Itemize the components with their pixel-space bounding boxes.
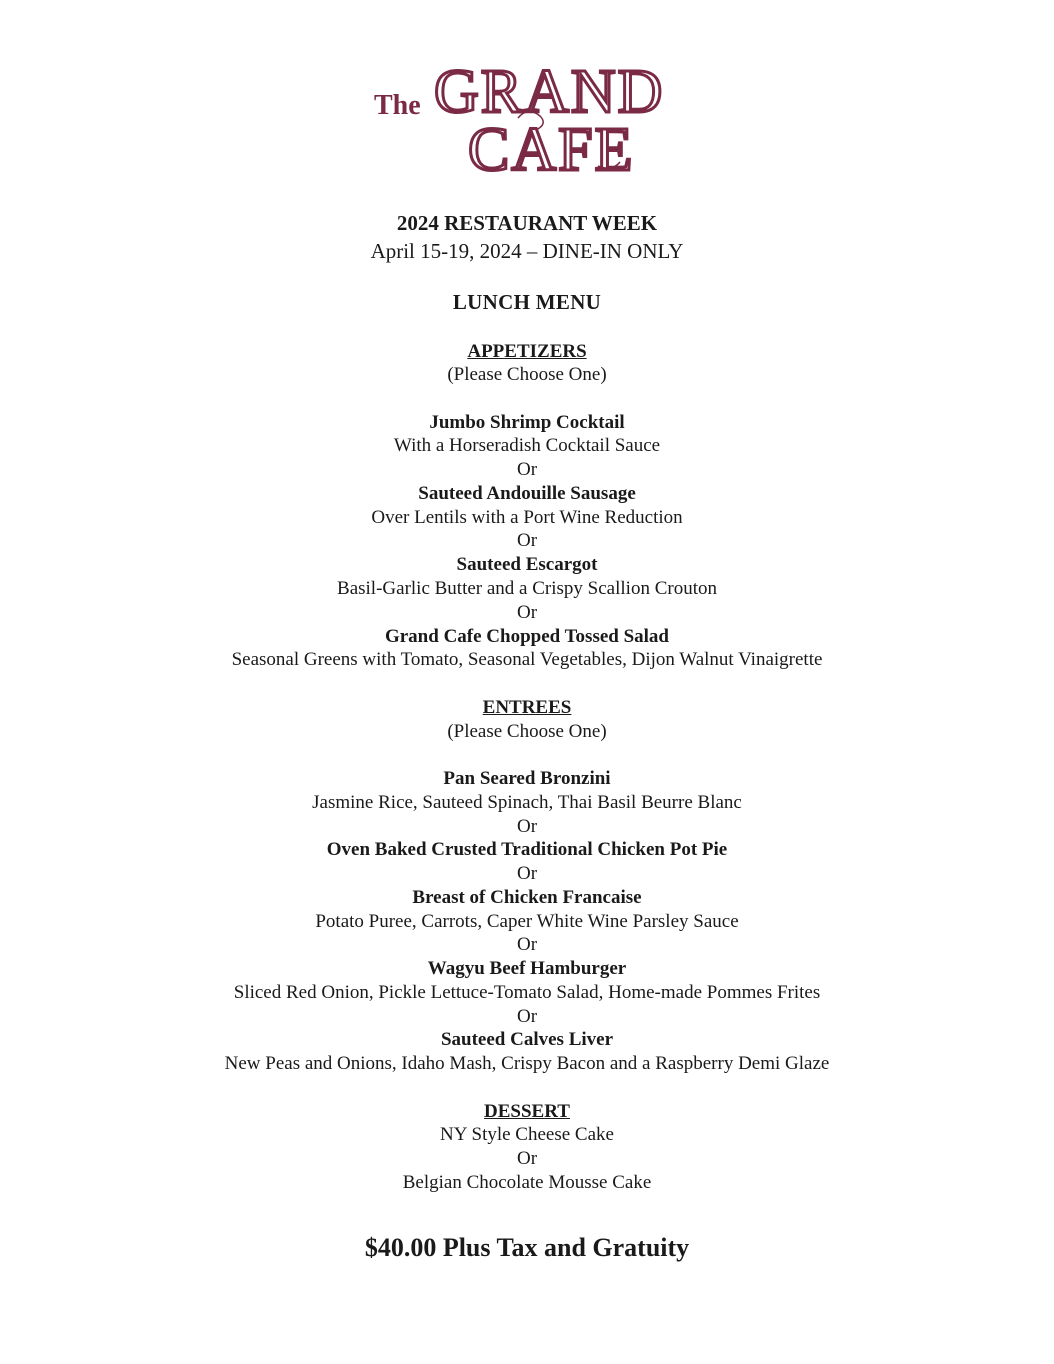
appetizer-name: Sauteed Andouille Sausage bbox=[418, 483, 636, 504]
entree-desc: Jasmine Rice, Sauteed Spinach, Thai Basil Beurre Blanc bbox=[312, 792, 742, 813]
or-separator: Or bbox=[516, 602, 538, 623]
svg-text:GRAND: GRAND bbox=[434, 58, 665, 126]
entree-name: Oven Baked Crusted Traditional Chicken Pot Pie bbox=[326, 839, 728, 860]
entree-name: Pan Seared Bronzini bbox=[443, 768, 611, 789]
svg-text:CAFE: CAFE bbox=[468, 116, 635, 178]
event-title: 2024 RESTAURANT WEEK bbox=[396, 211, 658, 235]
or-separator: Or bbox=[516, 459, 538, 480]
appetizer-desc: Basil-Garlic Butter and a Crispy Scallion Crouton bbox=[337, 578, 717, 599]
entree-name: Breast of Chicken Francaise bbox=[412, 887, 642, 908]
entrees-instruction: (Please Choose One) bbox=[447, 721, 607, 742]
appetizer-desc: With a Horseradish Cocktail Sauce bbox=[393, 435, 661, 456]
appetizer-name: Grand Cafe Chopped Tossed Salad bbox=[384, 626, 670, 647]
menu-title: LUNCH MENU bbox=[452, 290, 602, 314]
dessert-item: Belgian Chocolate Mousse Cake bbox=[402, 1172, 652, 1193]
dessert-heading: DESSERT bbox=[484, 1101, 570, 1122]
dessert-item: NY Style Cheese Cake bbox=[440, 1124, 614, 1145]
appetizers-heading: APPETIZERS bbox=[467, 341, 587, 362]
entree-desc: Sliced Red Onion, Pickle Lettuce-Tomato Salad, Home-made Pommes Frites bbox=[233, 982, 821, 1003]
entree-name: Wagyu Beef Hamburger bbox=[427, 958, 627, 979]
appetizer-desc: Seasonal Greens with Tomato, Seasonal Vegetables, Dijon Walnut Vinaigrette bbox=[231, 649, 823, 670]
appetizer-desc: Over Lentils with a Port Wine Reduction bbox=[371, 507, 683, 528]
event-dates: April 15-19, 2024 – DINE-IN ONLY bbox=[370, 239, 684, 263]
or-separator: Or bbox=[516, 934, 538, 955]
svg-text:The: The bbox=[374, 90, 421, 121]
grand-cafe-logo bbox=[368, 58, 688, 178]
or-separator: Or bbox=[516, 863, 538, 884]
appetizer-name: Sauteed Escargot bbox=[456, 554, 598, 575]
entree-desc: Potato Puree, Carrots, Caper White Wine Parsley Sauce bbox=[315, 911, 739, 932]
or-separator: Or bbox=[516, 1148, 538, 1169]
entree-name: Sauteed Calves Liver bbox=[440, 1029, 614, 1050]
appetizer-name: Jumbo Shrimp Cocktail bbox=[429, 412, 625, 433]
or-separator: Or bbox=[516, 816, 538, 837]
entree-desc: New Peas and Onions, Idaho Mash, Crispy Bacon and a Raspberry Demi Glaze bbox=[224, 1053, 830, 1074]
appetizers-instruction: (Please Choose One) bbox=[447, 364, 607, 385]
entrees-heading: ENTREES bbox=[482, 697, 572, 718]
or-separator: Or bbox=[516, 530, 538, 551]
price: $40.00 Plus Tax and Gratuity bbox=[364, 1233, 690, 1262]
or-separator: Or bbox=[516, 1006, 538, 1027]
